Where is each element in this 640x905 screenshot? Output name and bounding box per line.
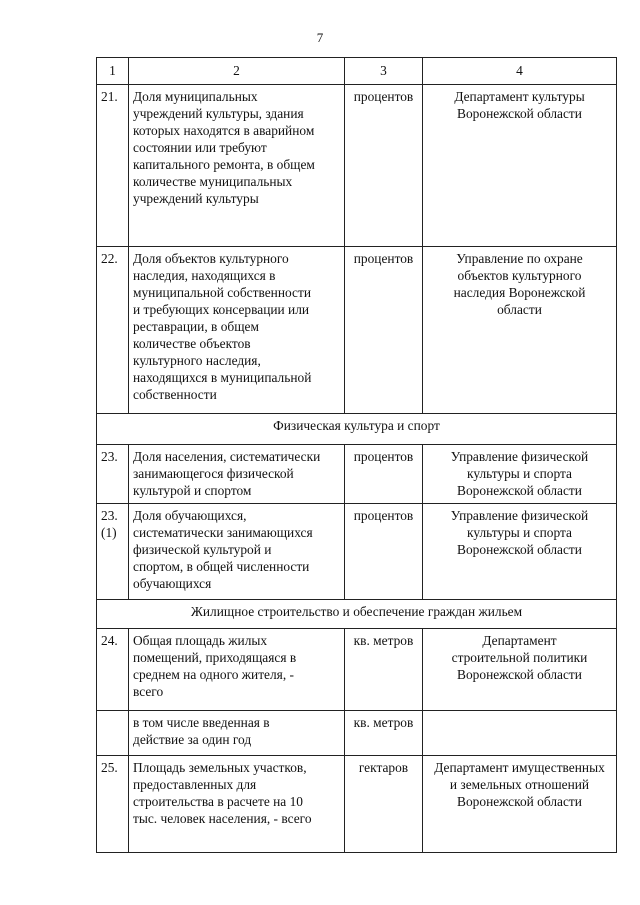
responsible-department: Управление физической культуры и спорта Воронежской области <box>423 504 617 600</box>
section-heading-housing: Жилищное строительство и обеспечение граждан жильем <box>97 600 617 629</box>
row-number: 23. <box>97 445 129 504</box>
table-row <box>97 629 617 711</box>
responsible-department: Департамент строительной политики Воронежской области <box>423 629 617 711</box>
indicator-description: Доля населения, систематически занимающегося физической культурой и спортом <box>129 445 345 504</box>
section-row <box>97 414 617 445</box>
table-row <box>97 711 617 756</box>
table-row <box>97 445 617 504</box>
unit-of-measure: процентов <box>345 504 423 600</box>
indicator-description: Доля объектов культурного наследия, находящихся в муниципальной собственности и требующих консервации или реставрации, в общем количестве объектов культурного наследия, находящихся в муниципальной собственности <box>129 247 345 414</box>
unit-of-measure: гектаров <box>345 756 423 853</box>
indicator-description: в том числе введенная в действие за один год <box>129 711 345 756</box>
table-row <box>97 85 617 247</box>
section-row <box>97 600 617 629</box>
unit-of-measure: кв. метров <box>345 711 423 756</box>
row-number: 21. <box>97 85 129 247</box>
row-number: 23. (1) <box>97 504 129 600</box>
row-number <box>97 711 129 756</box>
row-number: 22. <box>97 247 129 414</box>
indicator-description: Доля обучающихся, систематически занимающихся физической культурой и спортом, в общей численности обучающихся <box>129 504 345 600</box>
indicator-description: Площадь земельных участков, предоставленных для строительства в расчете на 10 тыс. человек населения, - всего <box>129 756 345 853</box>
indicator-description: Доля муниципальных учреждений культуры, здания которых находятся в аварийном состоянии или требуют капитального ремонта, в общем количестве муниципальных учреждений культуры <box>129 85 345 247</box>
indicator-description: Общая площадь жилых помещений, приходящаяся в среднем на одного жителя, - всего <box>129 629 345 711</box>
indicators-table <box>96 57 617 853</box>
responsible-department: Управление физической культуры и спорта Воронежской области <box>423 445 617 504</box>
unit-of-measure: процентов <box>345 445 423 504</box>
section-heading-sport: Физическая культура и спорт <box>97 414 617 445</box>
unit-of-measure: процентов <box>345 85 423 247</box>
table-row <box>97 247 617 414</box>
responsible-department: Управление по охране объектов культурного наследия Воронежской области <box>423 247 617 414</box>
unit-of-measure: кв. метров <box>345 629 423 711</box>
page-number: 7 <box>316 30 324 45</box>
responsible-department: Департамент имущественных и земельных отношений Воронежской области <box>423 756 617 853</box>
responsible-department <box>423 711 617 756</box>
column-header: 3 <box>345 58 423 85</box>
table-row <box>97 756 617 853</box>
unit-of-measure: процентов <box>345 247 423 414</box>
row-number: 24. <box>97 629 129 711</box>
row-number: 25. <box>97 756 129 853</box>
column-header: 4 <box>423 58 617 85</box>
table-row <box>97 504 617 600</box>
column-header: 1 <box>97 58 129 85</box>
table-header-row <box>97 58 617 85</box>
column-header: 2 <box>129 58 345 85</box>
responsible-department: Департамент культуры Воронежской области <box>423 85 617 247</box>
